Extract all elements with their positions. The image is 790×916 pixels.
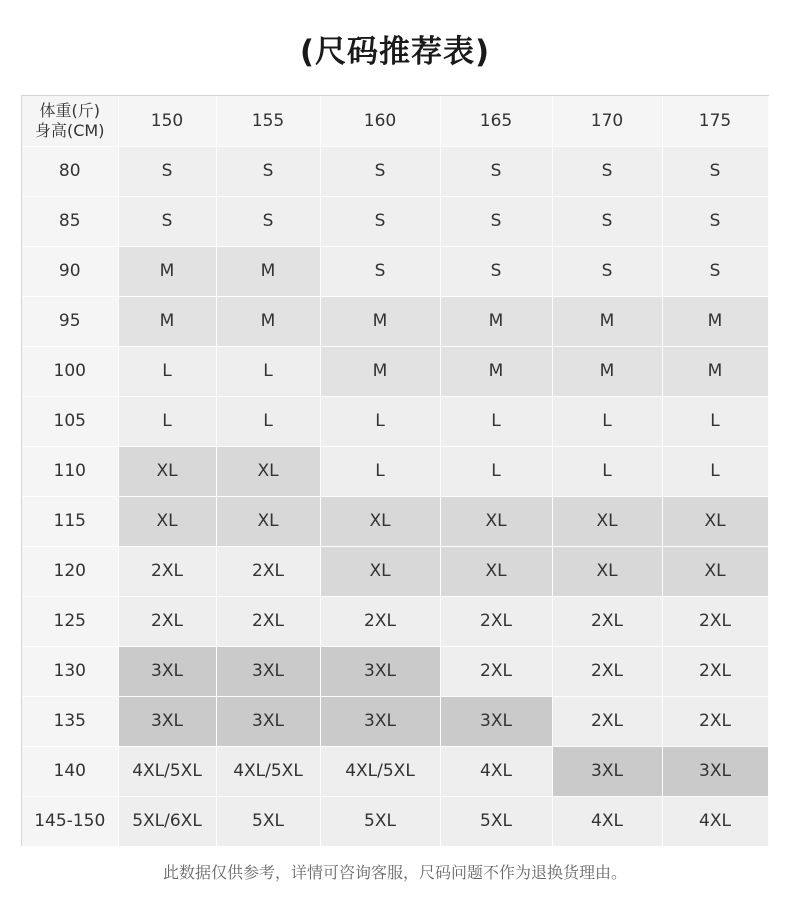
size-cell: L	[552, 446, 662, 496]
size-cell: S	[440, 246, 552, 296]
size-cell: L	[320, 446, 440, 496]
size-cell: 2XL	[216, 546, 320, 596]
table-row	[22, 446, 768, 496]
size-cell: XL	[552, 496, 662, 546]
size-cell: M	[118, 246, 216, 296]
column-header: 170	[552, 96, 662, 146]
size-cell: M	[216, 246, 320, 296]
row-header: 80	[22, 146, 118, 196]
size-cell: S	[552, 146, 662, 196]
size-cell: L	[662, 446, 768, 496]
row-header: 115	[22, 496, 118, 546]
size-cell: XL	[118, 496, 216, 546]
size-cell: M	[662, 296, 768, 346]
size-cell: L	[662, 396, 768, 446]
size-cell: S	[320, 146, 440, 196]
size-cell: 5XL	[320, 796, 440, 846]
column-header: 150	[118, 96, 216, 146]
row-header: 90	[22, 246, 118, 296]
size-cell: M	[320, 296, 440, 346]
size-cell: 4XL	[662, 796, 768, 846]
table-row	[22, 246, 768, 296]
height-header: 身高(CM)	[35, 120, 105, 140]
size-table	[22, 96, 769, 847]
row-header: 125	[22, 596, 118, 646]
table-row	[22, 196, 768, 246]
size-cell: S	[552, 246, 662, 296]
row-header: 95	[22, 296, 118, 346]
size-cell: XL	[552, 546, 662, 596]
table-row	[22, 396, 768, 446]
table-row	[22, 696, 768, 746]
column-header: 175	[662, 96, 768, 146]
size-cell: 3XL	[216, 696, 320, 746]
size-cell: 3XL	[216, 646, 320, 696]
size-cell: 2XL	[216, 596, 320, 646]
size-cell: L	[440, 396, 552, 446]
disclaimer-note: 此数据仅供参考，详情可咨询客服，尺码问题不作为退换货理由。	[162, 863, 627, 882]
size-cell: L	[320, 396, 440, 446]
size-cell: 2XL	[320, 596, 440, 646]
size-cell: M	[216, 296, 320, 346]
weight-header: 体重(斤)	[39, 100, 100, 120]
size-cell: XL	[320, 546, 440, 596]
column-header: 165	[440, 96, 552, 146]
row-header: 85	[22, 196, 118, 246]
size-cell: XL	[216, 446, 320, 496]
row-header: 105	[22, 396, 118, 446]
size-cell: S	[662, 146, 768, 196]
size-cell: 5XL/6XL	[118, 796, 216, 846]
size-cell: S	[440, 196, 552, 246]
size-cell: 2XL	[552, 696, 662, 746]
size-cell: 2XL	[662, 696, 768, 746]
size-cell: 2XL	[662, 646, 768, 696]
row-header: 110	[22, 446, 118, 496]
size-cell: 3XL	[320, 696, 440, 746]
size-cell: L	[118, 346, 216, 396]
corner-header	[22, 96, 118, 146]
size-table-body	[22, 96, 768, 846]
size-cell: 3XL	[118, 646, 216, 696]
size-cell: 2XL	[118, 546, 216, 596]
row-header: 135	[22, 696, 118, 746]
size-cell: S	[552, 196, 662, 246]
size-cell: XL	[440, 546, 552, 596]
table-row	[22, 346, 768, 396]
size-cell: 3XL	[320, 646, 440, 696]
size-cell: S	[662, 196, 768, 246]
size-cell: 4XL	[552, 796, 662, 846]
size-cell: L	[118, 396, 216, 446]
size-cell: XL	[662, 546, 768, 596]
size-cell: S	[216, 196, 320, 246]
size-cell: 2XL	[440, 596, 552, 646]
size-cell: 2XL	[552, 646, 662, 696]
size-cell: S	[118, 146, 216, 196]
size-cell: 5XL	[216, 796, 320, 846]
size-cell: 2XL	[118, 596, 216, 646]
size-cell: XL	[320, 496, 440, 546]
size-cell: XL	[662, 496, 768, 546]
table-row	[22, 746, 768, 796]
size-cell: 4XL	[440, 746, 552, 796]
table-row	[22, 146, 768, 196]
size-cell: S	[320, 246, 440, 296]
row-header: 130	[22, 646, 118, 696]
size-cell: 4XL/5XL	[320, 746, 440, 796]
size-cell: L	[440, 446, 552, 496]
header-row	[22, 96, 768, 146]
table-row	[22, 496, 768, 546]
table-row	[22, 596, 768, 646]
size-cell: 2XL	[662, 596, 768, 646]
size-cell: M	[320, 346, 440, 396]
size-cell: XL	[440, 496, 552, 546]
size-cell: L	[552, 396, 662, 446]
table-row	[22, 296, 768, 346]
size-cell: M	[552, 346, 662, 396]
size-cell: 3XL	[552, 746, 662, 796]
size-cell: 2XL	[440, 646, 552, 696]
table-row	[22, 646, 768, 696]
size-cell: 2XL	[552, 596, 662, 646]
size-cell: 3XL	[662, 746, 768, 796]
size-cell: S	[118, 196, 216, 246]
page-title: (尺码推荐表)	[299, 34, 491, 70]
size-cell: S	[662, 246, 768, 296]
row-header: 120	[22, 546, 118, 596]
size-cell: XL	[216, 496, 320, 546]
column-header: 160	[320, 96, 440, 146]
size-cell: 3XL	[118, 696, 216, 746]
size-cell: M	[552, 296, 662, 346]
size-cell: 3XL	[440, 696, 552, 746]
column-header: 155	[216, 96, 320, 146]
size-cell: S	[320, 196, 440, 246]
size-cell: S	[440, 146, 552, 196]
row-header: 145-150	[22, 796, 118, 846]
size-chart-table	[21, 95, 769, 846]
size-cell: 4XL/5XL	[216, 746, 320, 796]
row-header: 100	[22, 346, 118, 396]
size-cell: L	[216, 346, 320, 396]
size-cell: M	[440, 346, 552, 396]
size-cell: M	[118, 296, 216, 346]
size-cell: S	[216, 146, 320, 196]
row-header: 140	[22, 746, 118, 796]
size-cell: M	[662, 346, 768, 396]
size-cell: 5XL	[440, 796, 552, 846]
size-cell: L	[216, 396, 320, 446]
table-row	[22, 546, 768, 596]
size-cell: 4XL/5XL	[118, 746, 216, 796]
size-cell: M	[440, 296, 552, 346]
size-cell: XL	[118, 446, 216, 496]
table-row	[22, 796, 768, 846]
